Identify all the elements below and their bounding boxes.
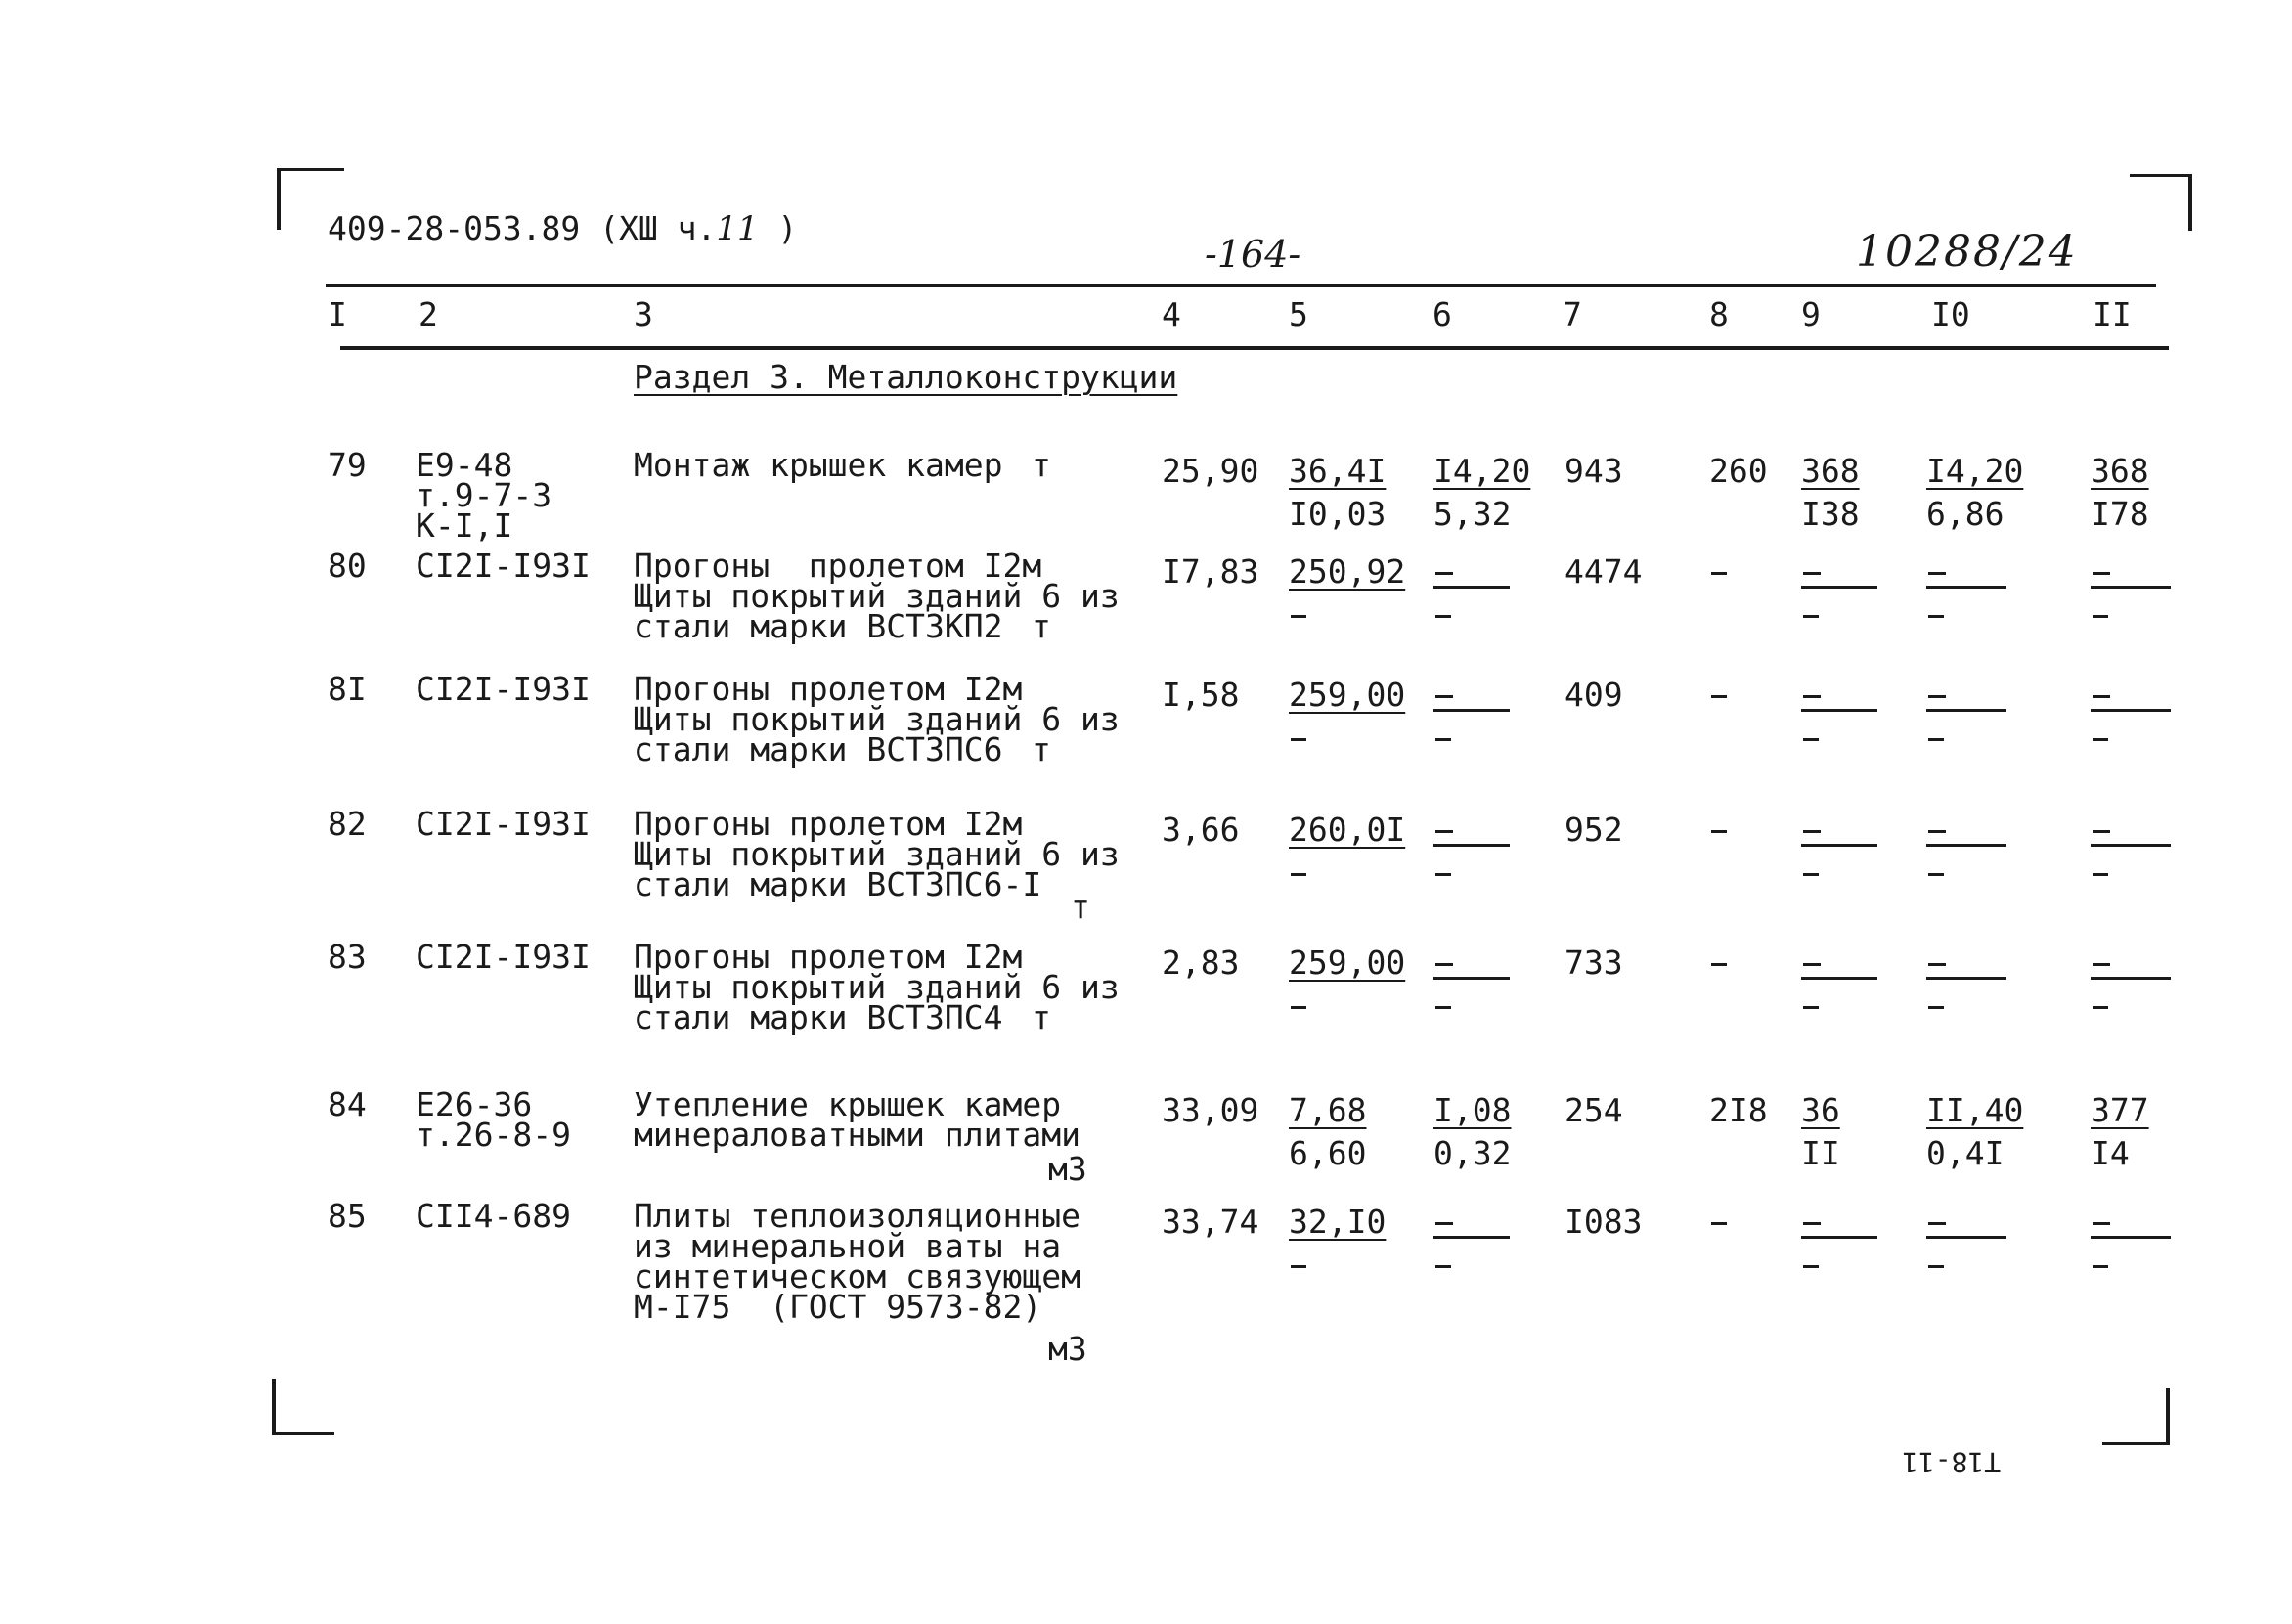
dash-bottom [1291, 1265, 1306, 1268]
dash-bottom [1803, 1265, 1819, 1268]
section-title: Раздел 3. Металлоконструкции [634, 358, 1178, 396]
fraction-denominator: 0,4I [1926, 1134, 2005, 1172]
norm-code: т.26-8-9 [416, 1116, 571, 1154]
norm-code: К-I,I [416, 506, 513, 545]
norm-code: СI2I-I93I [416, 938, 591, 976]
column-7-value: I083 [1565, 1203, 1643, 1241]
work-description: синтетическом связующем [634, 1257, 1080, 1295]
norm-code: СI2I-I93I [416, 805, 591, 843]
row-number: 8I [328, 670, 367, 708]
work-description: стали марки ВСТ3КП2 [634, 607, 1003, 645]
dash-bottom [1928, 738, 1944, 741]
work-description: минераловатными плитами [634, 1116, 1080, 1154]
dash-top [1928, 830, 1946, 833]
column-7-value: 409 [1565, 676, 1623, 714]
fraction-numerator: 259,00 [1289, 944, 1406, 982]
dash-bottom [1803, 615, 1819, 618]
dash-bottom [2093, 1265, 2108, 1268]
unit-of-measure: т [1032, 998, 1051, 1036]
row-number: 84 [328, 1085, 367, 1123]
document-code: 409-28-053.89 (ХШ ч.11 ) [328, 209, 798, 248]
fraction-denominator: 6,60 [1289, 1134, 1367, 1172]
column-8-value: 2I8 [1709, 1091, 1768, 1129]
fraction-numerator: 368 [2091, 452, 2149, 490]
dash-top [2093, 572, 2110, 575]
unit-of-measure: т [1032, 607, 1051, 645]
quantity: I,58 [1162, 676, 1240, 714]
dash-top [1435, 695, 1453, 698]
column-number: 4 [1162, 295, 1181, 333]
dash-top [1435, 572, 1453, 575]
work-description: стали марки ВСТ3ПС6 [634, 730, 1003, 768]
dash-top [1803, 1222, 1821, 1225]
dash-bottom [2093, 1006, 2108, 1009]
fraction-line [2091, 977, 2171, 980]
norm-code: Е9-48 [416, 446, 513, 484]
column-number: 7 [1563, 295, 1582, 333]
fraction-numerator: 36,4I [1289, 452, 1387, 490]
fraction-line [1433, 844, 1510, 847]
dash-top [1928, 695, 1946, 698]
fraction-numerator: I4,20 [1926, 452, 2024, 490]
dash-bottom [1928, 1006, 1944, 1009]
fraction-line [1801, 977, 1877, 980]
fraction-numerator: II,40 [1926, 1091, 2024, 1129]
fraction-line [1433, 977, 1510, 980]
fraction-numerator: 36 [1801, 1091, 1840, 1129]
dash-bottom [1435, 1265, 1451, 1268]
work-description: Прогоны пролетом I2м [634, 938, 1023, 976]
fraction-line [1433, 709, 1510, 712]
column-number: 2 [419, 295, 438, 333]
dash-bottom [1435, 738, 1451, 741]
dash-bottom [1928, 1265, 1944, 1268]
quantity: I7,83 [1162, 552, 1259, 591]
dash-bottom [1803, 873, 1819, 876]
row-number: 83 [328, 938, 367, 976]
fraction-denominator: I4 [2091, 1134, 2130, 1172]
unit-of-measure: т [1032, 730, 1051, 768]
dash-bottom [1435, 615, 1451, 618]
work-description: Щиты покрытий зданий 6 из [634, 577, 1120, 615]
dash-top [1803, 963, 1821, 966]
work-description: Щиты покрытий зданий 6 из [634, 700, 1120, 738]
fraction-denominator: I78 [2091, 495, 2149, 533]
unit-of-measure: т [1032, 446, 1051, 484]
dash-top [1928, 572, 1946, 575]
dash-column-8 [1711, 695, 1727, 698]
work-description: Щиты покрытий зданий 6 из [634, 968, 1120, 1006]
fraction-line [1926, 1236, 2006, 1239]
work-description: Монтаж крышек камер [634, 446, 1003, 484]
fraction-line [1926, 977, 2006, 980]
quantity: 2,83 [1162, 944, 1240, 982]
column-7-value: 4474 [1565, 552, 1643, 591]
fraction-line [1433, 586, 1510, 589]
dash-bottom [1291, 615, 1306, 618]
dash-column-8 [1711, 830, 1727, 833]
fraction-numerator: 260,0I [1289, 811, 1406, 849]
page-number: -164- [1205, 233, 1301, 276]
fraction-line [1801, 709, 1877, 712]
column-number: 9 [1801, 295, 1821, 333]
fraction-line [1926, 844, 2006, 847]
column-7-value: 733 [1565, 944, 1623, 982]
table-top-rule [326, 284, 2156, 287]
fraction-denominator: 0,32 [1433, 1134, 1512, 1172]
dash-top [1803, 695, 1821, 698]
fraction-line [2091, 709, 2171, 712]
dash-bottom [1291, 873, 1306, 876]
quantity: 25,90 [1162, 452, 1259, 490]
row-number: 80 [328, 547, 367, 585]
fraction-denominator: I38 [1801, 495, 1860, 533]
work-description: из минеральной ваты на [634, 1227, 1062, 1265]
fraction-line [1926, 586, 2006, 589]
unit-of-measure: м3 [1048, 1150, 1087, 1188]
dash-bottom [1803, 738, 1819, 741]
dash-top [1928, 963, 1946, 966]
fraction-line [1801, 1236, 1877, 1239]
work-description: Щиты покрытий зданий 6 из [634, 835, 1120, 873]
quantity: 33,74 [1162, 1203, 1259, 1241]
dash-top [1803, 572, 1821, 575]
dash-bottom [1291, 1006, 1306, 1009]
dash-column-8 [1711, 572, 1727, 575]
album-number: 10288/24 [1856, 227, 2078, 277]
dash-top [2093, 695, 2110, 698]
norm-code: СII4-689 [416, 1197, 571, 1235]
fraction-line [2091, 844, 2171, 847]
unit-of-measure: м3 [1048, 1330, 1087, 1368]
column-7-value: 952 [1565, 811, 1623, 849]
work-description: Прогоны пролетом I2м [634, 805, 1023, 843]
dash-bottom [1928, 615, 1944, 618]
dash-top [1435, 963, 1453, 966]
dash-bottom [1291, 738, 1306, 741]
fraction-denominator: 5,32 [1433, 495, 1512, 533]
dash-bottom [2093, 738, 2108, 741]
dash-bottom [1803, 1006, 1819, 1009]
column-number: 3 [634, 295, 653, 333]
dash-top [2093, 1222, 2110, 1225]
quantity: 33,09 [1162, 1091, 1259, 1129]
fraction-denominator: I0,03 [1289, 495, 1387, 533]
column-8-value: 260 [1709, 452, 1768, 490]
frame-corner-bottom-right [2102, 1388, 2170, 1445]
fraction-numerator: I,08 [1433, 1091, 1512, 1129]
row-number: 82 [328, 805, 367, 843]
norm-code: СI2I-I93I [416, 547, 591, 585]
dash-top [1803, 830, 1821, 833]
dash-top [2093, 830, 2110, 833]
column-number: II [2093, 295, 2132, 333]
column-number: I0 [1931, 295, 1970, 333]
fraction-numerator: 259,00 [1289, 676, 1406, 714]
dash-bottom [2093, 873, 2108, 876]
fraction-line [1926, 709, 2006, 712]
work-description: стали марки ВСТ3ПС4 [634, 998, 1003, 1036]
row-number: 79 [328, 446, 367, 484]
column-number: 5 [1289, 295, 1308, 333]
fraction-denominator: II [1801, 1134, 1840, 1172]
dash-top [1928, 1222, 1946, 1225]
work-description: Прогоны пролетом I2м [634, 670, 1023, 708]
fraction-line [1801, 586, 1877, 589]
work-description: Прогоны пролетом I2м [634, 547, 1042, 585]
quantity: 3,66 [1162, 811, 1240, 849]
dash-column-8 [1711, 963, 1727, 966]
frame-corner-bottom-left [272, 1379, 334, 1435]
mirrored-stamp: T18-11 [1902, 1446, 2002, 1478]
fraction-numerator: 377 [2091, 1091, 2149, 1129]
work-description: Плиты теплоизоляционные [634, 1197, 1080, 1235]
column-7-value: 254 [1565, 1091, 1623, 1129]
norm-code: т.9-7-3 [416, 476, 552, 514]
fraction-line [1801, 844, 1877, 847]
dash-bottom [1435, 1006, 1451, 1009]
fraction-numerator: 250,92 [1289, 552, 1406, 591]
table-header-bottom-rule [340, 346, 2169, 350]
column-number: 6 [1432, 295, 1452, 333]
norm-code: СI2I-I93I [416, 670, 591, 708]
fraction-numerator: 32,I0 [1289, 1203, 1387, 1241]
dash-top [1435, 1222, 1453, 1225]
fraction-line [1433, 1236, 1510, 1239]
fraction-numerator: 368 [1801, 452, 1860, 490]
column-7-value: 943 [1565, 452, 1623, 490]
unit-of-measure: т [1071, 888, 1090, 926]
work-description: Утепление крышек камер [634, 1085, 1062, 1123]
fraction-denominator: 6,86 [1926, 495, 2005, 533]
dash-top [2093, 963, 2110, 966]
row-number: 85 [328, 1197, 367, 1235]
column-number: 8 [1709, 295, 1729, 333]
dash-bottom [1928, 873, 1944, 876]
fraction-numerator: 7,68 [1289, 1091, 1367, 1129]
work-description: стали марки ВСТ3ПС6-I [634, 865, 1042, 903]
fraction-line [2091, 1236, 2171, 1239]
part-number-handwritten: 11 [716, 209, 759, 248]
dash-top [1435, 830, 1453, 833]
work-description: М-I75 (ГОСТ 9573-82) [634, 1288, 1042, 1326]
frame-corner-top-right [2130, 174, 2192, 231]
dash-column-8 [1711, 1222, 1727, 1225]
dash-bottom [2093, 615, 2108, 618]
fraction-line [2091, 586, 2171, 589]
fraction-numerator: I4,20 [1433, 452, 1531, 490]
column-number: I [328, 295, 347, 333]
dash-bottom [1435, 873, 1451, 876]
norm-code: Е26-36 [416, 1085, 533, 1123]
